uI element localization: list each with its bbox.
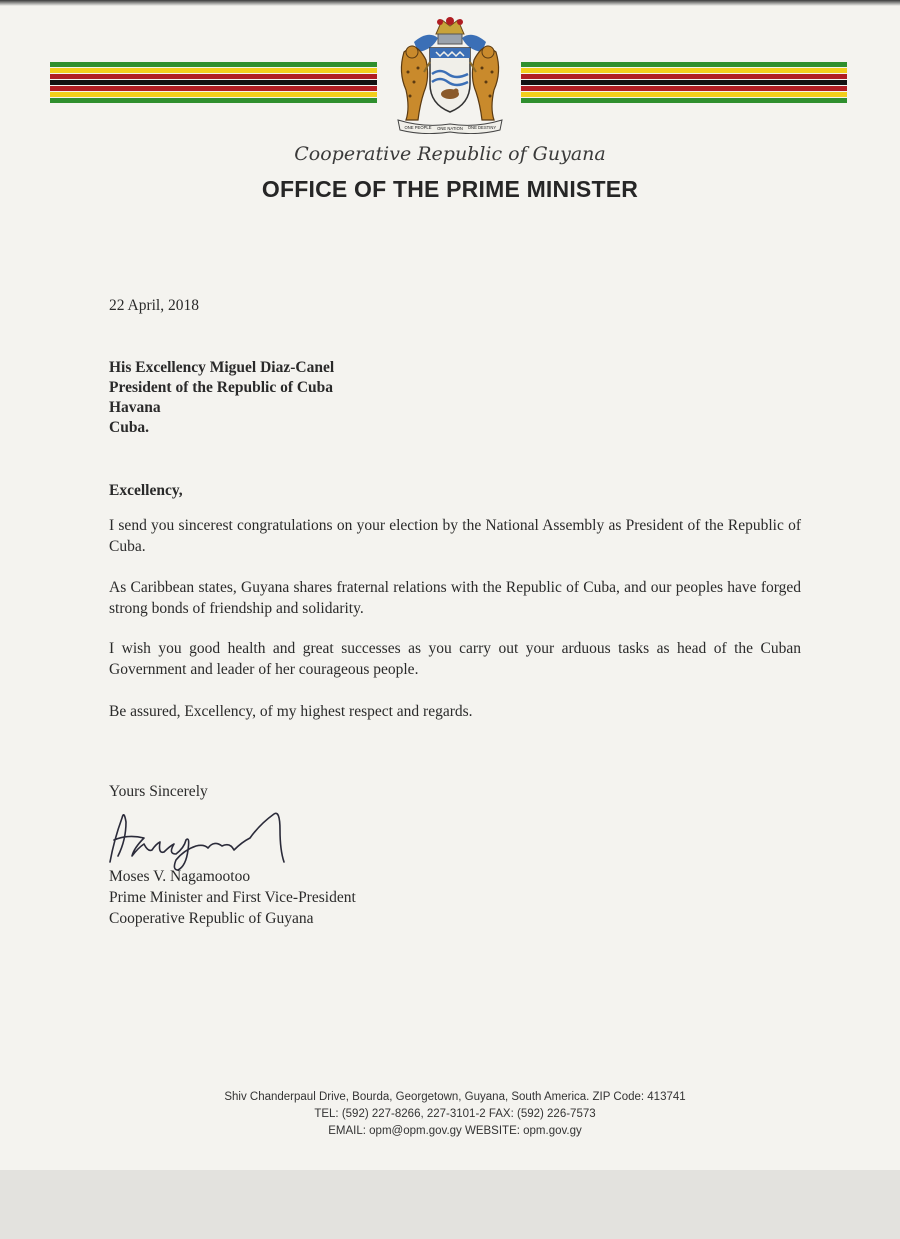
recipient-line: His Excellency Miguel Diaz-Canel [109,359,335,376]
scan-edge [0,0,900,6]
body-paragraph: I send you sincerest congratulations on your election by the National Assembly as President of the Republic of Cuba. [109,517,801,555]
recipient-line: President of the Republic of Cuba [109,379,334,396]
body-paragraph: Be assured, Excellency, of my highest respect and regards. [109,703,473,720]
flag-stripes-right [521,62,847,108]
crest-motto-3: ONE DESTINY [467,125,497,130]
footer-address: Shiv Chanderpaul Drive, Bourda, Georgetown, Guyana, South America. ZIP Code: 413741 [224,1091,686,1103]
flag-stripe [521,74,847,79]
signatory-title: Prime Minister and First Vice-President [109,889,356,906]
recipient-address [109,357,334,437]
crest-motto-1: ONE PEOPLE [404,125,432,130]
recipient-line: Cuba. [109,419,150,436]
flag-stripe [50,74,377,79]
signatory-org: Cooperative Republic of Guyana [109,910,314,927]
flag-stripe [50,80,377,85]
flag-stripe [50,92,377,97]
flag-stripe [50,68,377,73]
coat-of-arms-icon [384,12,516,134]
flag-stripes-left [50,62,377,108]
letterhead-footer [100,1089,810,1140]
crest-motto-2: ONE NATION [437,126,463,131]
closing: Yours Sincerely [109,783,208,800]
body-paragraph: As Caribbean states, Guyana shares fraternal relations with the Republic of Cuba, and our peoples have forged strong bonds of friendship and solidarity. [109,579,801,617]
salutation: Excellency, [109,482,183,499]
footer-web: EMAIL: opm@opm.gov.gy WEBSITE: opm.gov.gy [328,1125,582,1137]
flag-stripe [50,62,377,67]
body-paragraph: I wish you good health and great successes as you carry out your arduous tasks as head of the Cuban Government and leader of her courageous people. [109,640,801,678]
flag-stripe [50,98,377,103]
signatory-block [109,866,356,929]
signatory-name: Moses V. Nagamootoo [109,868,251,885]
flag-stripe [521,68,847,73]
letterhead-office-title: OFFICE OF THE PRIME MINISTER [261,176,639,202]
letter-date: 22 April, 2018 [109,297,199,314]
flag-stripe [521,86,847,91]
flag-stripe [521,92,847,97]
flag-stripe [521,62,847,67]
flag-stripe [521,80,847,85]
recipient-line: Havana [109,399,161,416]
scan-bottom-band [0,1170,900,1239]
letterhead-subtitle: Cooperative Republic of Guyana [294,143,606,165]
flag-stripe [521,98,847,103]
handwritten-signature [104,800,324,875]
footer-phone: TEL: (592) 227-8266, 227-3101-2 FAX: (592) 226-7573 [314,1108,596,1120]
flag-stripe [50,86,377,91]
